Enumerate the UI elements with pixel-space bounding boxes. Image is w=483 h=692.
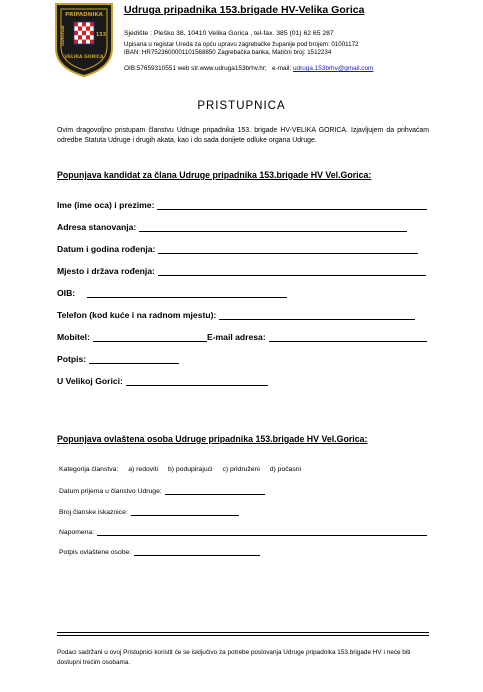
- birth-place-label: Mjesto i država rođenja:: [57, 266, 155, 276]
- footer-rule-bottom: [57, 635, 429, 636]
- birth-date-input-line[interactable]: [158, 244, 418, 254]
- admission-date-field: [59, 487, 265, 495]
- birth-date-label: Datum i godina rođenja:: [57, 244, 156, 254]
- contact-line: [124, 65, 373, 73]
- phone-label: Telefon (kod kuće i na radnom mjestu):: [57, 310, 217, 320]
- mobile-input-line[interactable]: [93, 332, 207, 342]
- oib-input-line[interactable]: [87, 288, 287, 298]
- address-field: [57, 222, 407, 232]
- croatian-checkerboard-icon: [74, 22, 94, 44]
- phone-input-line[interactable]: [219, 310, 415, 320]
- membership-option-regular[interactable]: a) redoviti: [128, 466, 159, 473]
- mobile-label: Mobitel:: [57, 332, 90, 342]
- email-field-label: E-mail adresa:: [206, 332, 266, 342]
- logo-bottom-text: VELIKA GORICA: [64, 55, 104, 60]
- membership-option-associate[interactable]: c) pridruženi: [222, 466, 260, 473]
- address-input-line[interactable]: [139, 222, 407, 232]
- card-number-input-line[interactable]: [131, 508, 239, 516]
- admission-date-input-line[interactable]: [165, 487, 265, 495]
- card-number-field: [59, 508, 239, 516]
- signature-field: [57, 354, 179, 364]
- notes-input-line[interactable]: [97, 528, 427, 536]
- membership-option-honorary[interactable]: d) počasni: [269, 466, 302, 473]
- footer-rule-top: [57, 632, 429, 633]
- admission-date-label: Datum prijema u članstvo Udruge:: [59, 488, 162, 495]
- document-title: PRISTUPNICA: [197, 100, 286, 112]
- phone-field: [57, 310, 415, 320]
- organization-address: Sjedište : Pleško 38, 10410 Velika Gorica , tel-fax. 385 (01) 62 65 287: [124, 30, 334, 37]
- birth-place-input-line[interactable]: [158, 266, 426, 276]
- address-label: Adresa stanovanja:: [57, 222, 137, 232]
- notes-field: [59, 528, 427, 536]
- name-input-line[interactable]: [157, 200, 427, 210]
- authorized-signature-input-line[interactable]: [134, 548, 260, 556]
- oib-field: [57, 288, 287, 298]
- birth-date-field: [57, 244, 418, 254]
- registry-info: Upisana u registar Ureda za opću upravu zagrebačke županije pod brojem: 01001172: [124, 41, 359, 48]
- mobile-email-field: [57, 332, 427, 342]
- logo-top-text: PRIPADNIKA: [65, 12, 103, 18]
- official-section-heading: Popunjava ovlaštena osoba Udruge pripadnika 153.brigade HV Vel.Gorica:: [57, 434, 368, 444]
- name-label: Ime (ime oca) i prezime:: [57, 200, 155, 210]
- authorized-signature-label: Potpis ovlaštene osobe:: [59, 549, 132, 556]
- logo-number: 153: [95, 32, 107, 38]
- location-field: [57, 376, 268, 386]
- email-label: e-mail:: [272, 65, 292, 72]
- birth-place-field: [57, 266, 426, 276]
- email-link[interactable]: udruga.153brhv@gmail.com: [293, 65, 374, 72]
- signature-input-line[interactable]: [89, 354, 179, 364]
- oib-label: OIB:: [57, 288, 76, 298]
- name-field: [57, 200, 427, 210]
- organization-name: Udruga pripadnika 153.brigade HV-Velika Gorica: [124, 4, 365, 16]
- membership-label: Kategorija članstva:: [59, 466, 119, 473]
- email-input-line[interactable]: [269, 332, 427, 342]
- signature-label: Potpis:: [57, 354, 87, 364]
- membership-option-supporting[interactable]: b) podupirajući: [167, 466, 213, 473]
- intro-paragraph: Ovim dragovoljno pristupam članstvu Udruge pripadnika 153. brigade HV-VELIKA GORICA. Izjavljujem da prihvaćam odredbe Statuta Udruge i drugih akata, kao i do sada donijete odluke organa Udruge.: [57, 127, 429, 144]
- membership-category: [59, 466, 309, 473]
- organization-logo: [54, 2, 114, 78]
- oib-web-info: OIB:57659310551 web str.www.udruga153brhv.hr;: [124, 65, 267, 72]
- card-number-label: Broj članske iskaznice:: [59, 509, 128, 516]
- logo-left-text: UDRUGA: [60, 25, 65, 46]
- location-input-line[interactable]: [126, 376, 268, 386]
- candidate-section-heading: Popunjava kandidat za člana Udruge pripadnika 153.brigade HV Vel.Gorica:: [57, 170, 372, 180]
- authorized-signature-field: [59, 548, 260, 556]
- notes-label: Napomena:: [59, 529, 95, 536]
- location-label: U Velikoj Gorici:: [57, 376, 123, 386]
- privacy-footer: Podaci sadržani u ovoj Pristupnici koristit će se isključivo za potrebe poslovanja Udruge pripadnika 153.brigade HV i neće biti dostupni trećim osobama.: [57, 649, 411, 666]
- iban-info: IBAN: HR7523600001101568850 Zagrebačka banka, Matični broj: 1512234: [124, 49, 332, 56]
